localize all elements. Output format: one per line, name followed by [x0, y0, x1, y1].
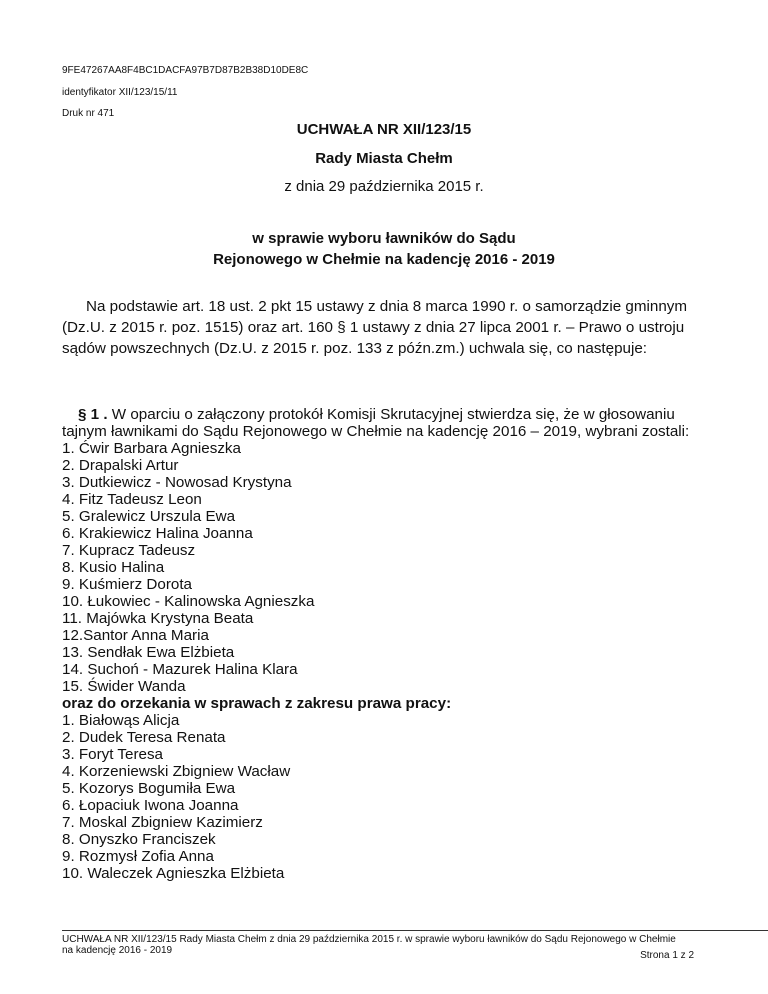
- document-identifier: identyfikator XII/123/15/11: [62, 87, 178, 98]
- list-item: 12.Santor Anna Maria: [62, 627, 209, 644]
- section-1: [62, 406, 712, 882]
- section-intro-line-1: § 1 . W oparciu o załączony protokół Komisji Skrutacyjnej stwierdza się, że w głosowaniu: [78, 406, 675, 423]
- list-item: 14. Suchoń - Mazurek Halina Klara: [62, 661, 298, 678]
- subject-line-1: w sprawie wyboru ławników do Sądu: [252, 230, 516, 247]
- list-item: 8. Onyszko Franciszek: [62, 831, 216, 848]
- labour-heading: oraz do orzekania w sprawach z zakresu prawa pracy:: [62, 695, 452, 712]
- footer-divider: [62, 930, 768, 931]
- list-item: 10. Waleczek Agnieszka Elżbieta: [62, 865, 285, 882]
- subject-line-2: Rejonowego w Chełmie na kadencję 2016 - 2019: [213, 251, 555, 268]
- section-intro-line-2: tajnym ławnikami do Sądu Rejonowego w Chełmie na kadencję 2016 – 2019, wybrani zostali:: [62, 423, 690, 440]
- list-item: 7. Moskal Zbigniew Kazimierz: [62, 814, 263, 831]
- list-item: 4. Fitz Tadeusz Leon: [62, 491, 202, 508]
- list-item: 1. Białowąs Alicja: [62, 712, 180, 729]
- council-name: Rady Miasta Chełm: [315, 150, 453, 167]
- footer-text: UCHWAŁA NR XII/123/15 Rady Miasta Chełm z dnia 29 października 2015 r. w sprawie wyboru ławników do Sądu Rejonowego w Chełmie na kadencję 2016 - 2019: [62, 934, 676, 956]
- list-item: 7. Kupracz Tadeusz: [62, 542, 196, 559]
- section-marker: § 1 .: [78, 406, 108, 423]
- list-item: 9. Rozmysł Zofia Anna: [62, 848, 214, 865]
- resolution-title: UCHWAŁA NR XII/123/15: [296, 121, 472, 138]
- list-item: 4. Korzeniewski Zbigniew Wacław: [62, 763, 291, 780]
- list-item: 6. Łopaciuk Iwona Joanna: [62, 797, 239, 814]
- list-item: 2. Drapalski Artur: [62, 457, 179, 474]
- list-item: 3. Foryt Teresa: [62, 746, 164, 763]
- list-item: 2. Dudek Teresa Renata: [62, 729, 226, 746]
- list-item: 1. Ćwir Barbara Agnieszka: [62, 440, 241, 457]
- list-item: 9. Kuśmierz Dorota: [62, 576, 192, 593]
- list-item: 8. Kusio Halina: [62, 559, 165, 576]
- list-item: 6. Krakiewicz Halina Joanna: [62, 525, 253, 542]
- list-item: 13. Sendłak Ewa Elżbieta: [62, 644, 235, 661]
- preamble: Na podstawie art. 18 ust. 2 pkt 15 ustawy z dnia 8 marca 1990 r. o samorządzie gminnym (Dz.U. z 2015 r. poz. 1515) oraz art. 160 § 1 ustawy z dnia 27 lipca 2001 r. – Prawo o ustroju sądów powszechnych (Dz.U. z 2015 r. poz. 133 z późn.zm.) uchwala się, co następuje:: [62, 298, 688, 357]
- list-item: 11. Majówka Krystyna Beata: [62, 610, 254, 627]
- list-item: 3. Dutkiewicz - Nowosad Krystyna: [62, 474, 292, 491]
- list-item: 5. Gralewicz Urszula Ewa: [62, 508, 236, 525]
- list-item: 15. Świder Wanda: [62, 678, 186, 695]
- list-item: 10. Łukowiec - Kalinowska Agnieszka: [62, 593, 315, 610]
- print-number: Druk nr 471: [62, 108, 115, 119]
- page-number: Strona 1 z 2: [640, 950, 694, 961]
- document-hash: 9FE47267AA8F4BC1DACFA97B7D87B2B38D10DE8C: [62, 65, 309, 76]
- resolution-date: z dnia 29 października 2015 r.: [284, 178, 484, 195]
- list-item: 5. Kozorys Bogumiła Ewa: [62, 780, 236, 797]
